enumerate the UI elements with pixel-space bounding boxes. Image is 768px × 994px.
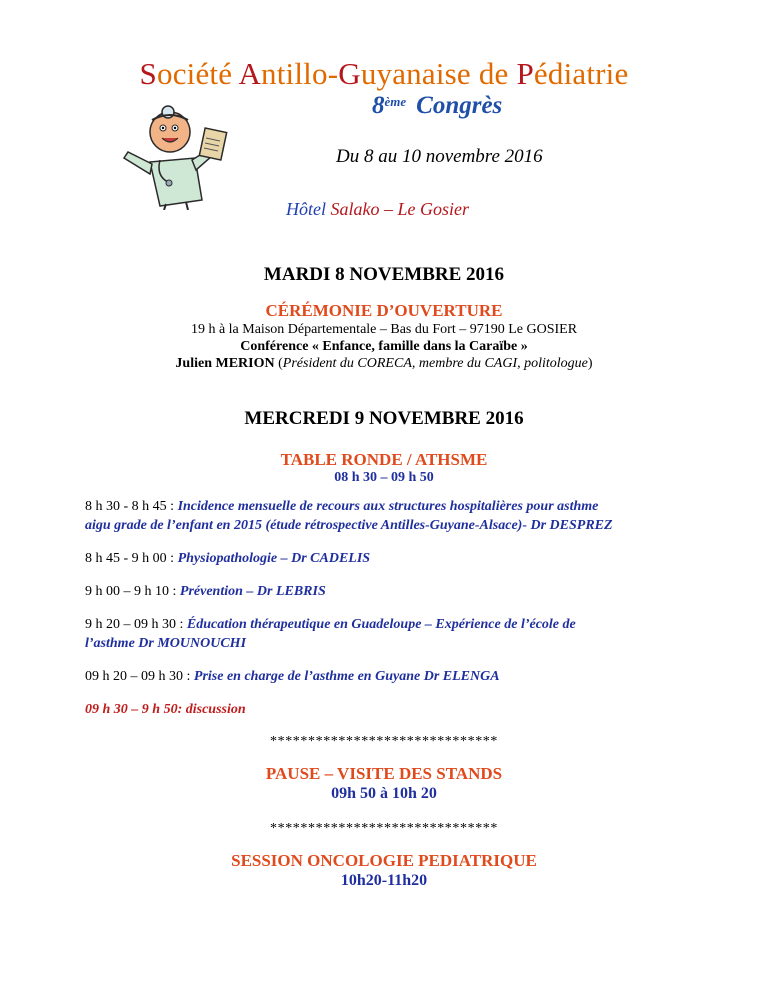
day2-title: MERCREDI 9 NOVEMBRE 2016: [244, 408, 524, 429]
pause-title: PAUSE – VISITE DES STANDS: [265, 764, 503, 783]
title-part-ociete: ociété: [157, 56, 239, 91]
program-item: [85, 549, 695, 568]
day1-title: MARDI 8 NOVEMBRE 2016: [263, 264, 505, 285]
program-item: [85, 615, 695, 653]
program-item-title: Incidence mensuelle de recours aux structures hospitalières pour asthme: [177, 499, 599, 514]
program-item-title: Physiopathologie – Dr CADELIS: [177, 551, 371, 566]
program-item-time: 8 h 30 - 8 h 45 :: [85, 499, 178, 514]
society-title: [0, 56, 768, 92]
program-item-time: 9 h 20 – 09 h 30 :: [85, 617, 187, 632]
program-item-title: Prise en charge de l’asthme en Guyane Dr ELENGA: [193, 669, 500, 684]
session-title: SESSION ONCOLOGIE PEDIATRIQUE: [231, 851, 537, 870]
day1-conference: Conférence « Enfance, famille dans la Caraïbe »: [240, 339, 528, 354]
pause-time: 09h 50 à 10h 20: [331, 785, 437, 802]
congress-word: Congrès: [416, 92, 503, 119]
program-item-title: Prévention – Dr LEBRIS: [179, 584, 326, 599]
title-part-uyanaise: uyanaise de: [360, 56, 517, 91]
day2-section-time: 08 h 30 – 09 h 50: [334, 470, 434, 485]
congress-dates: Du 8 au 10 novembre 2016: [336, 146, 543, 167]
session-time: 10h20-11h20: [340, 872, 428, 889]
doctor-mascot-icon: [120, 100, 230, 210]
title-part-ediatrie: édiatrie: [533, 56, 629, 91]
title-letter-g: G: [338, 56, 361, 91]
day1-speaker-role: Président du CORECA, membre du CAGI, politologue: [282, 356, 588, 371]
day1-speaker-name: Julien MERION: [175, 356, 275, 371]
hotel-place: Salako – Le Gosier: [330, 199, 469, 219]
hotel-label: Hôtel: [286, 199, 326, 219]
separator-stars-2: ******************************: [270, 821, 498, 836]
day1-location: 19 h à la Maison Départementale – Bas du Fort – 97190 Le GOSIER: [190, 322, 578, 337]
program-item-time: 09 h 20 – 09 h 30 :: [85, 669, 194, 684]
separator-stars: ******************************: [270, 734, 498, 749]
congress-heading: [372, 92, 502, 120]
program-item: [85, 582, 695, 601]
day2-section-title: TABLE RONDE / ATHSME: [280, 450, 488, 469]
program-item-time: 9 h 00 – 9 h 10 :: [85, 584, 180, 599]
program-item-title-cont: aigu grade de l’enfant en 2015 (étude rétrospective Antilles-Guyane-Alsace)- Dr DESPREZ: [85, 518, 613, 533]
title-letter-p: P: [516, 56, 534, 91]
program-item: [85, 667, 695, 686]
congress-number: 8: [372, 92, 385, 119]
discussion-item: 09 h 30 – 9 h 50: discussion: [85, 702, 246, 717]
program-item: [85, 497, 695, 535]
title-letter-a: A: [238, 56, 262, 91]
title-part-ntillo: ntillo-: [261, 56, 339, 91]
congress-ordinal: ème: [384, 94, 407, 109]
program-item-title: Éducation thérapeutique en Guadeloupe – Expérience de l’école de: [186, 617, 576, 632]
program-item-title-cont: l’asthme Dr MOUNOUCHI: [85, 636, 247, 651]
program-item-time: 8 h 45 - 9 h 00 :: [85, 551, 178, 566]
day1-speaker: Julien MERION (Président du CORECA, membre du CAGI, politologue): [175, 356, 593, 371]
hotel-venue: [286, 199, 469, 220]
day1-section-title: CÉRÉMONIE D’OUVERTURE: [265, 301, 503, 320]
title-letter-s: S: [139, 56, 157, 91]
